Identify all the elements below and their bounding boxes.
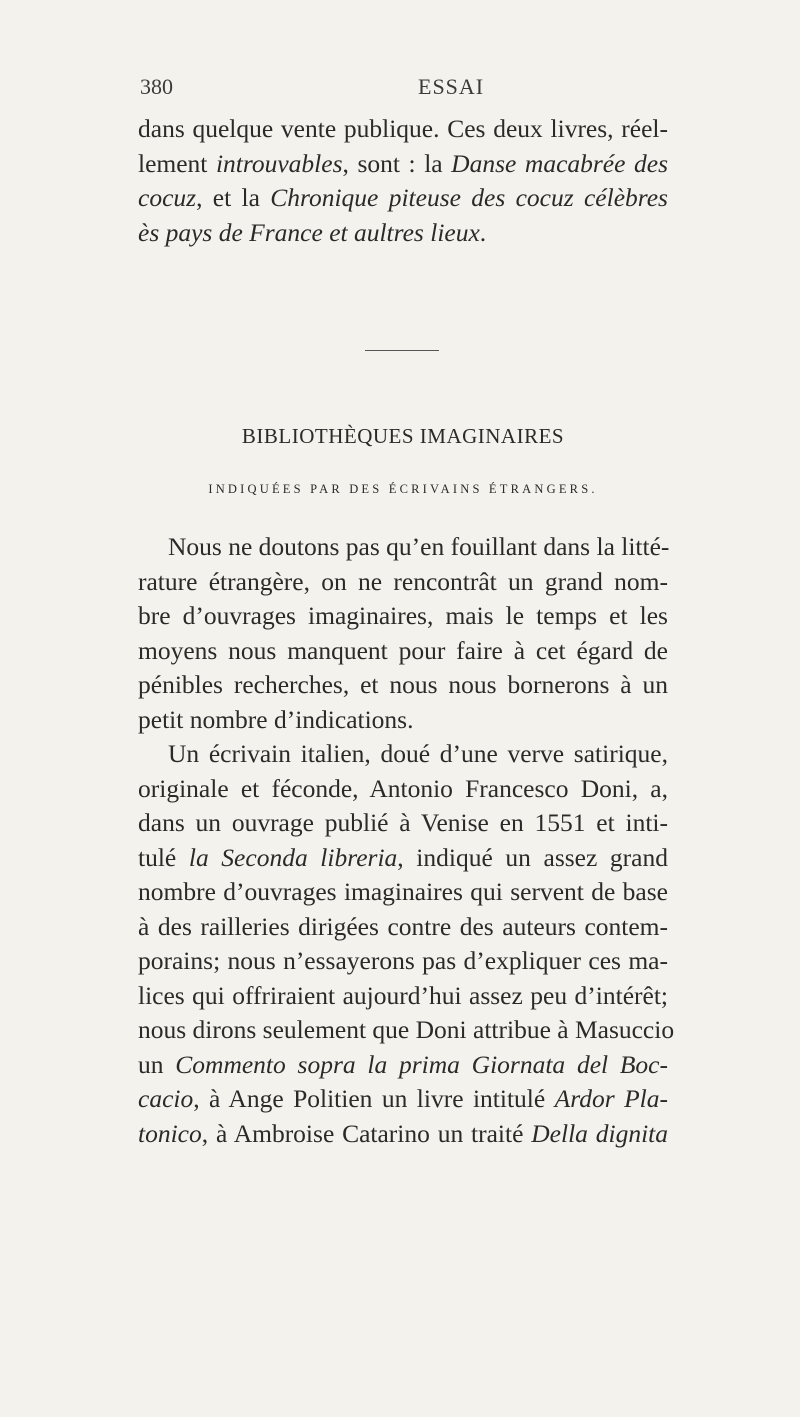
section-divider bbox=[365, 350, 439, 351]
text-line: dans quelque vente publique. Ces deux livres, réel- bbox=[138, 114, 668, 143]
italic-title: Commento sopra la prima Giornata del Boc- bbox=[175, 1049, 668, 1079]
text-line: un Commento sopra la prima Giornata del Boc- bbox=[138, 1049, 668, 1079]
text-line: Nous ne doutons pas qu’en fouillant dans la litté- bbox=[168, 532, 670, 561]
text-line: moyens nous manquent pour faire à cet égard de bbox=[138, 635, 668, 665]
italic-title: introuvables bbox=[215, 148, 343, 178]
text-line: ès pays de France et aultres lieux. bbox=[138, 217, 487, 247]
text-line: rature étrangère, on ne rencontrât un grand nom- bbox=[138, 566, 668, 596]
italic-title: la Seconda libreria bbox=[188, 842, 398, 872]
text-line: tulé la Seconda libreria, indiqué un assez grand bbox=[138, 842, 668, 872]
text-line: pénibles recherches, et nous nous bornerons à un bbox=[138, 670, 668, 699]
text-line: petit nombre d’indications. bbox=[138, 704, 414, 734]
italic-title: cocuz bbox=[138, 183, 197, 212]
italic-title: Della dignita bbox=[531, 1118, 668, 1148]
italic-title: Chronique piteuse des cocuz célèbres bbox=[270, 183, 668, 212]
italic-title: tonico bbox=[138, 1118, 202, 1148]
italic-title: Ardor Pla- bbox=[554, 1084, 668, 1113]
text-line: lement introuvables, sont : la Danse macabrée des bbox=[138, 148, 669, 178]
text-line: originale et féconde, Antonio Francesco Doni, a, bbox=[138, 773, 668, 803]
running-head: ESSAI bbox=[418, 74, 485, 99]
text-line: cacio, à Ange Politien un livre intitulé Ardor Pla- bbox=[138, 1084, 668, 1113]
section-title: BIBLIOTHÈQUES IMAGINAIRES bbox=[241, 424, 565, 448]
italic-title: Danse macabrée des bbox=[451, 148, 669, 178]
text-line: nombre d’ouvrages imaginaires qui servent de base bbox=[138, 877, 668, 906]
text-line: lices qui offriraient aujourd’hui assez peu d’intérêt; bbox=[138, 980, 668, 1010]
text-line: nous dirons seulement que Doni attribue à Masuccio bbox=[138, 1015, 675, 1044]
text-line: cocuz, et la Chronique piteuse des cocuz célèbres bbox=[138, 183, 668, 212]
text-line: à des railleries dirigées contre des auteurs contem- bbox=[138, 911, 668, 941]
text-line: Un écrivain italien, doué d’une verve satirique, bbox=[168, 739, 668, 768]
section-subtitle: INDIQUÉES PAR DES ÉCRIVAINS ÉTRANGERS. bbox=[208, 482, 598, 496]
paragraph-body bbox=[138, 530, 675, 1151]
italic-title: ès pays de France et aultres lieux bbox=[138, 217, 480, 247]
italic-title: cacio bbox=[138, 1084, 194, 1113]
page-header bbox=[140, 74, 660, 104]
page-number: 380 bbox=[140, 74, 173, 99]
text-line: tonico, à Ambroise Catarino un traité Della dignita bbox=[138, 1118, 668, 1148]
text-line: porains; nous n’essayerons pas d’expliquer ces ma- bbox=[138, 946, 668, 975]
text-line: bre d’ouvrages imaginaires, mais le temps et les bbox=[138, 601, 668, 630]
text-line: dans un ouvrage publié à Venise en 1551 et inti- bbox=[138, 808, 668, 837]
paragraph-intro bbox=[138, 112, 668, 250]
